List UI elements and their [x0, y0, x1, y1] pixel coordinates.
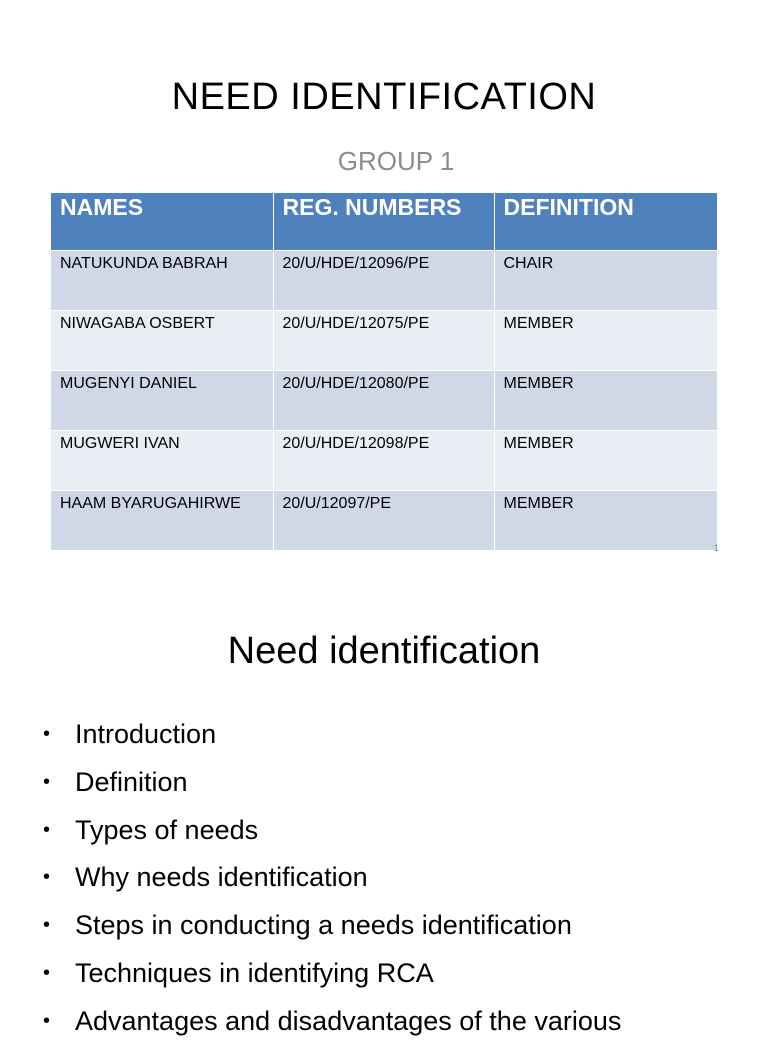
- slide-2-title: Need identification: [227, 630, 541, 672]
- table-row: [51, 310, 717, 370]
- bullet-icon: •: [43, 961, 51, 984]
- list-item: [43, 902, 621, 950]
- list-item-text: Steps in conducting a needs identification: [75, 910, 572, 941]
- list-item-text: Introduction: [75, 719, 217, 749]
- cell-name: NIWAGABA OSBERT: [51, 310, 273, 370]
- bullet-icon: •: [43, 723, 51, 745]
- list-item: [43, 854, 621, 902]
- table-header-row: [51, 193, 717, 250]
- slide-1-subtitle: GROUP 1: [337, 146, 455, 176]
- list-item: [43, 711, 621, 759]
- list-item: [43, 998, 621, 1046]
- bullet-icon: •: [43, 818, 51, 841]
- list-item-text: Advantages and disadvantages of the various: [75, 1005, 622, 1036]
- cell-definition: MEMBER: [494, 490, 717, 550]
- cell-reg-number: 20/U/HDE/12096/PE: [273, 250, 494, 310]
- list-item: [43, 950, 621, 998]
- bullet-icon: •: [43, 866, 51, 889]
- table-row: [51, 250, 717, 310]
- bullet-icon: •: [43, 770, 51, 793]
- table-row: [51, 430, 717, 490]
- cell-reg-number: 20/U/HDE/12075/PE: [273, 310, 494, 370]
- list-item: [43, 759, 621, 807]
- cell-definition: CHAIR: [494, 250, 717, 310]
- list-item-text: Why needs identification: [75, 862, 368, 893]
- header-definition: DEFINITION: [494, 193, 717, 250]
- cell-definition: MEMBER: [494, 310, 717, 370]
- cell-name: MUGENYI DANIEL: [51, 370, 273, 430]
- bullet-icon: •: [43, 1009, 51, 1032]
- cell-name: NATUKUNDA BABRAH: [51, 250, 273, 310]
- cell-definition: MEMBER: [494, 370, 717, 430]
- list-item-text: Techniques in identifying RCA: [75, 957, 434, 988]
- table-row: [51, 490, 717, 550]
- cell-reg-number: 20/U/HDE/12080/PE: [273, 370, 494, 430]
- cell-reg-number: 20/U/12097/PE: [273, 490, 494, 550]
- cell-name: MUGWERI IVAN: [51, 430, 273, 490]
- cell-definition: MEMBER: [494, 430, 717, 490]
- page-number: 1: [714, 543, 720, 553]
- slide-2: [0, 575, 768, 1036]
- table-row: [51, 370, 717, 430]
- bullet-icon: •: [43, 914, 51, 937]
- list-item-text: Types of needs: [75, 814, 259, 845]
- header-reg-numbers: REG. NUMBERS: [273, 193, 494, 250]
- list-item-text: Definition: [75, 766, 188, 797]
- list-item: [43, 807, 621, 855]
- agenda-list: [43, 711, 621, 1046]
- cell-name: HAAM BYARUGAHIRWE: [51, 490, 273, 550]
- cell-reg-number: 20/U/HDE/12098/PE: [273, 430, 494, 490]
- slide-1-title: NEED IDENTIFICATION: [171, 76, 597, 118]
- group-members-table: [51, 193, 717, 550]
- header-names: NAMES: [51, 193, 273, 250]
